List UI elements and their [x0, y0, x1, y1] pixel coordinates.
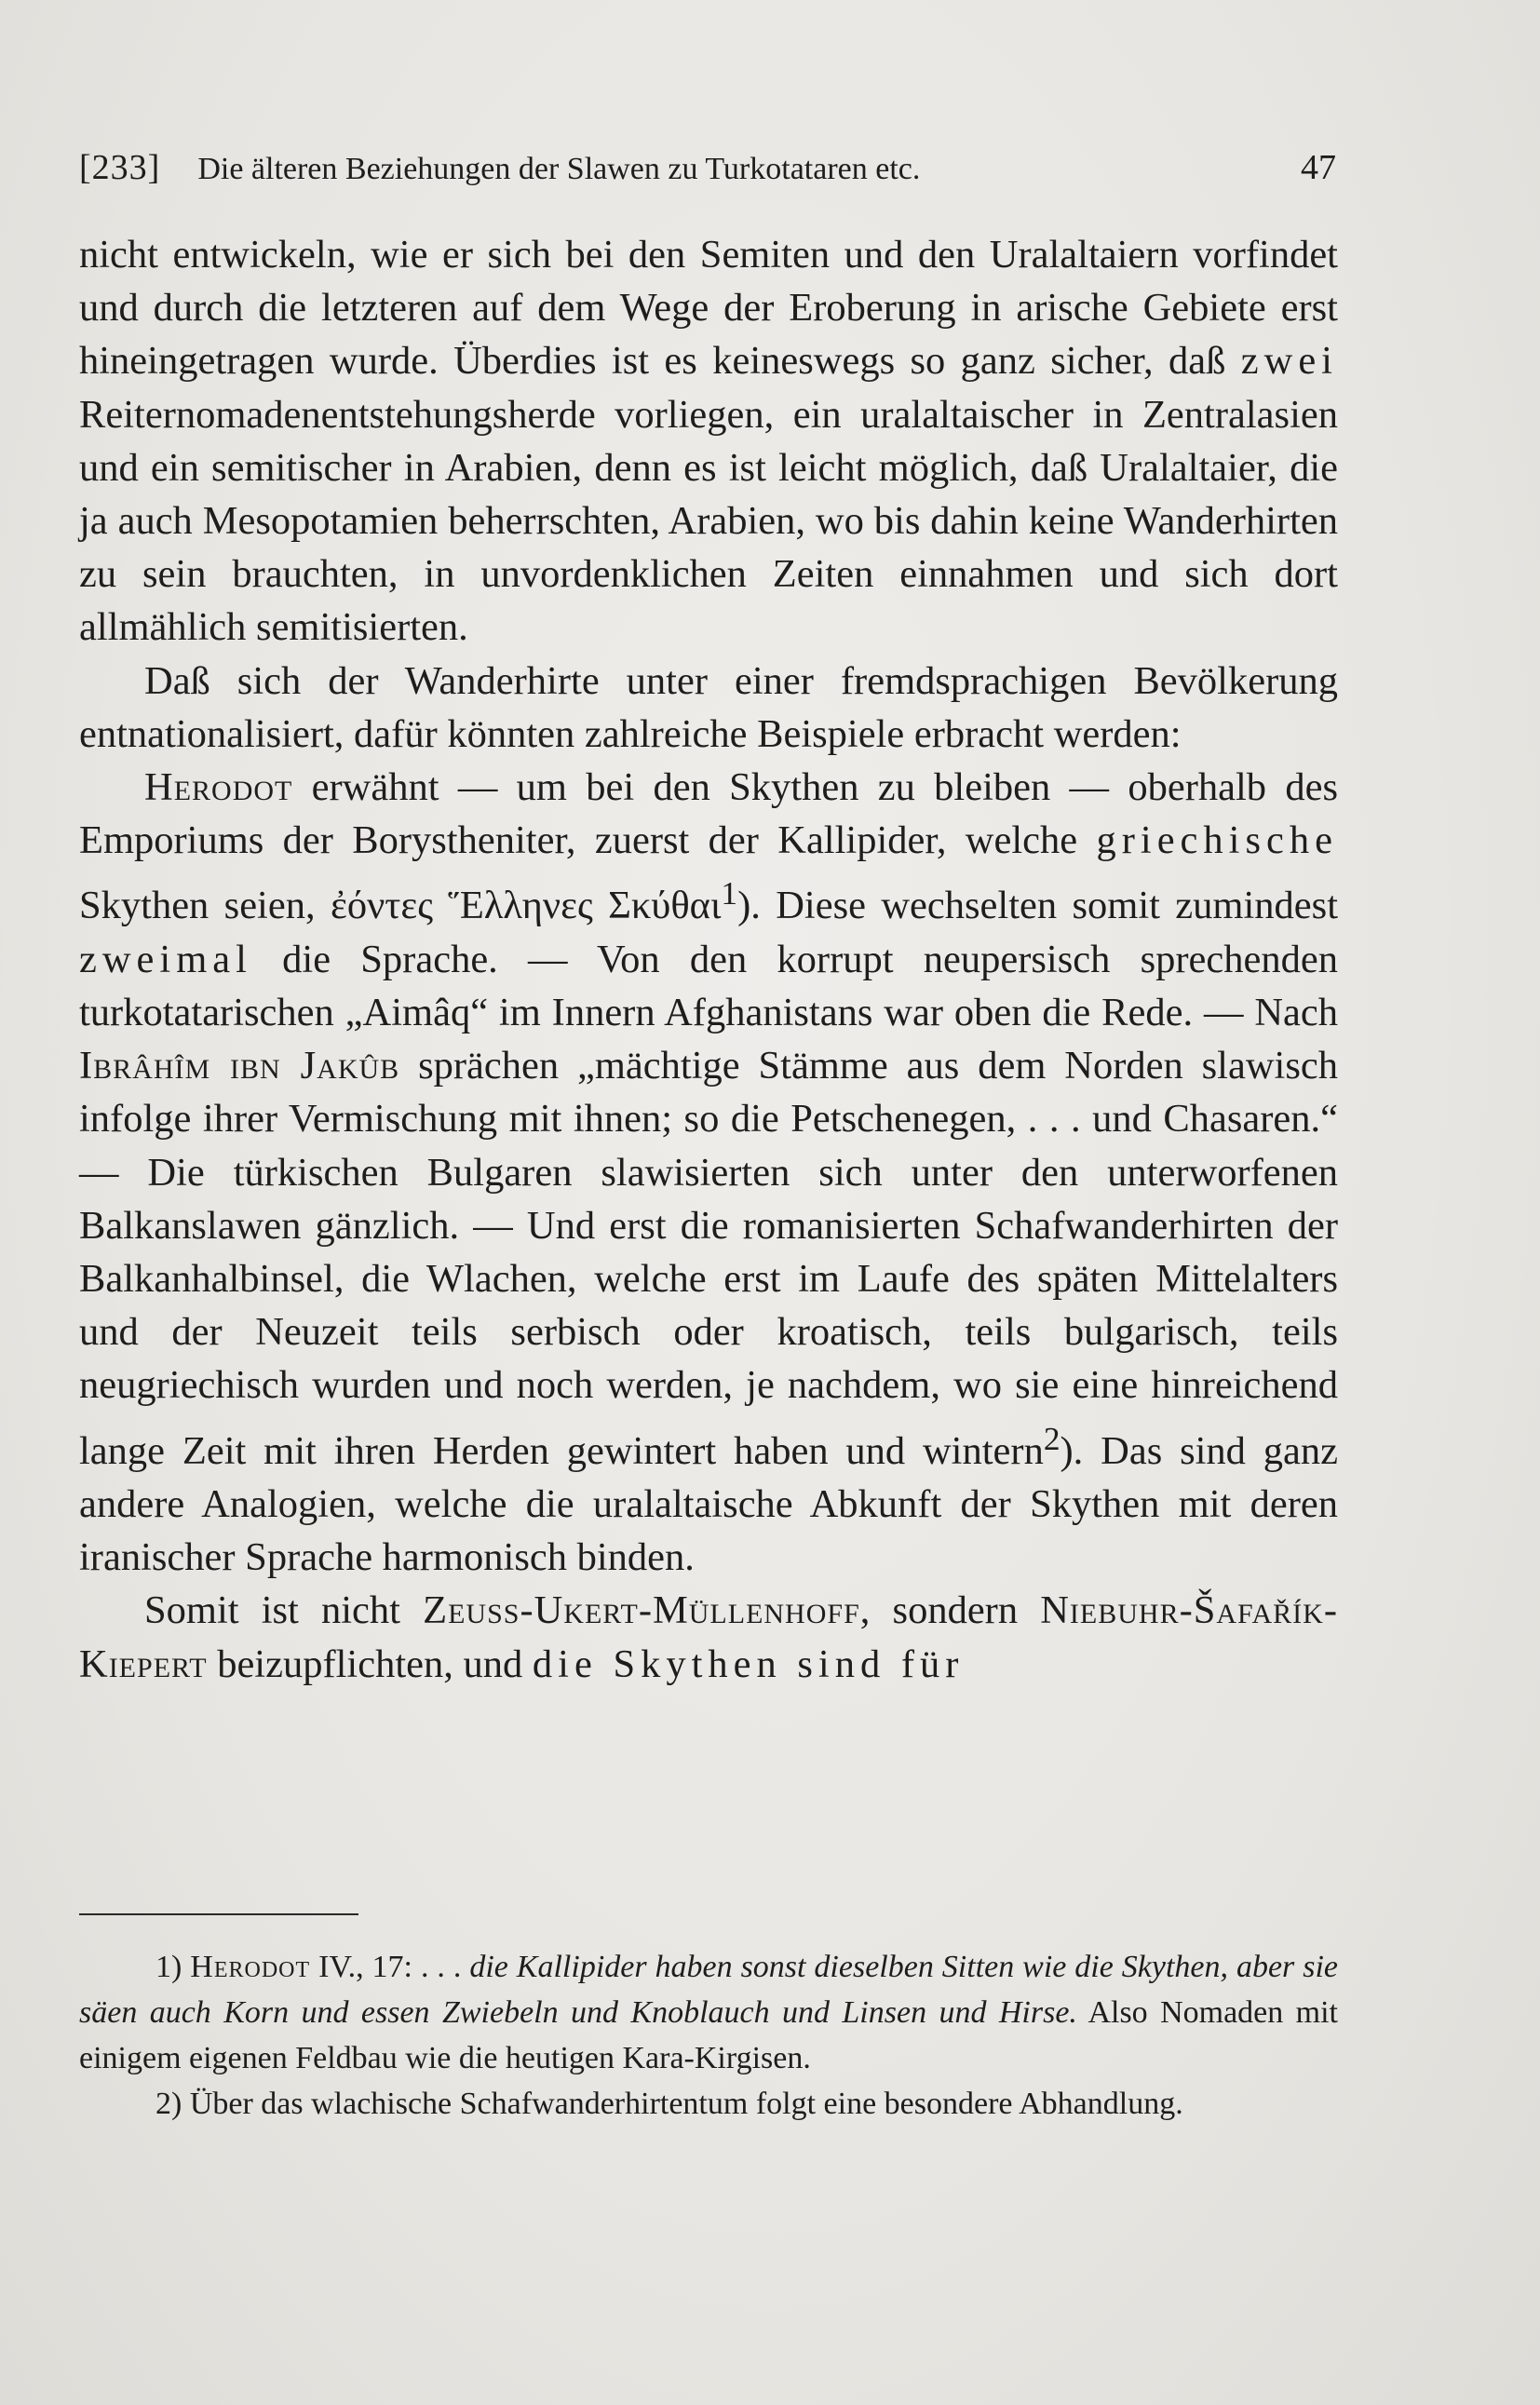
footnote-marker: 1: [721, 874, 738, 912]
paragraph-3: [79, 761, 1338, 1584]
spaced-emphasis: die Skythen sind für: [532, 1642, 965, 1686]
paragraph-text: erwähnt — um bei den Skythen zu bleiben — oberhalb des Emporiums der Borystheniter, zuerst der Kallipider, welche: [79, 765, 1338, 863]
greek-quote: ἐόντες Ἕλληνες Σκύθαι: [330, 884, 722, 928]
footnote-text: 2) Über das wlachische Schafwanderhirtentum folgt eine besondere Abhandlung.: [155, 2087, 1183, 2121]
footnote-quote: die Kallipider haben sonst dieselben Sitten wie die Skythen, aber sie säen auch Korn und essen Zwiebeln und Knoblauch und Linsen und Hirse.: [79, 1950, 1338, 2030]
paragraph-text: Somit ist nicht: [144, 1588, 424, 1633]
page-number: 47: [1301, 148, 1336, 187]
running-title: Die älteren Beziehungen der Slawen zu Turkotataren etc.: [197, 152, 921, 186]
page-header: [79, 147, 1336, 188]
author-name: Ibrâhîm ibn Jakûb: [79, 1044, 400, 1088]
page-reference: [233]: [79, 148, 161, 187]
footnote-2: [79, 2081, 1338, 2127]
paragraph-text: Skythen seien,: [79, 884, 331, 928]
paragraph-text: Reiternomadenentstehungsherde vorliegen, ein uralaltaischer in Zentralasien und ein semitischer in Arabien, denn es ist leicht möglich, daß Uralaltaier, die ja auch Mesopotamien beherrschten, Arabien, wo bis dahin keine Wanderhirten zu sein brauchten, in unvordenklichen Zeiten einnahmen und sich dort allmählich semitisierten.: [79, 392, 1338, 650]
paragraph-text: nicht entwickeln, wie er sich bei den Semiten und den Uralaltaiern vorfindet und durch die letzteren auf dem Wege der Eroberung in arische Gebiete erst hineingetragen wurde. Überdies ist es keineswegs so ganz sicher, daß: [79, 233, 1338, 384]
author-name: Herodot: [144, 765, 293, 810]
paragraph-4: [79, 1584, 1338, 1690]
author-name: Herodot: [190, 1950, 311, 1984]
author-names: Niebuhr-Šafařík-Kiepert: [79, 1588, 1338, 1686]
footnote-divider: [79, 1913, 358, 1915]
paragraph-text: ). Diese wechselten somit zumindest: [737, 884, 1338, 928]
spaced-emphasis: zwei: [1240, 339, 1338, 384]
paragraph-text: Daß sich der Wanderhirte unter einer fremdsprachigen Bevölkerung entnationalisiert, dafür könnten zahlreiche Beispiele erbracht werden:: [79, 658, 1338, 756]
paragraph-text: ). Das sind ganz andere Analogien, welche die uralaltaische Abkunft der Skythen mit deren iranischer Sprache harmonisch binden.: [79, 1428, 1339, 1580]
footnote-marker: 2: [1043, 1419, 1060, 1457]
spaced-emphasis: zweimal: [79, 937, 252, 981]
paragraph-2: [79, 655, 1338, 761]
spaced-emphasis: griechische: [1096, 818, 1338, 863]
paragraph-text: , sondern: [859, 1588, 1041, 1633]
paragraph-text: sprächen „mächtige Stämme aus dem Norden slawisch infolge ihrer Vermischung mit ihnen; so die Petschenegen, . . . und Chasaren.“ — Die türkischen Bulgaren slawisierten sich unter den unterworfenen Balkanslawen gänzlich. — Und erst die romanisierten Schafwanderhirten der Balkanhalbinsel, die Wlachen, welche erst im Laufe des späten Mittelalters und der Neuzeit teils serbisch oder kroatisch, teils bulgarisch, teils neugriechisch wurden und noch werden, je nachdem, wo sie eine hinreichend lange Zeit mit ihren Herden gewintert haben und wintern: [79, 1044, 1338, 1473]
footnote-text: Also Nomaden mit einigem eigenen Feldbau wie die heutigen Kara-Kirgisen.: [79, 1995, 1338, 2075]
footnote-text: IV., 17: . . .: [310, 1950, 470, 1984]
paragraph-text: beizupflichten, und: [207, 1642, 533, 1686]
paragraph-text: die Sprache. — Von den korrupt neupersisch sprechenden turkotatarischen „Aimâq“ im Innern Afghanistans war oben die Rede. — Nach: [79, 937, 1338, 1034]
footnote-1: [79, 1944, 1338, 2081]
footnotes: [79, 1944, 1338, 2127]
main-text: [79, 228, 1338, 1691]
paragraph-1: [79, 228, 1338, 655]
author-names: Zeuss-Ukert-Müllenhoff: [423, 1588, 860, 1633]
footnote-number: 1): [155, 1950, 191, 1984]
